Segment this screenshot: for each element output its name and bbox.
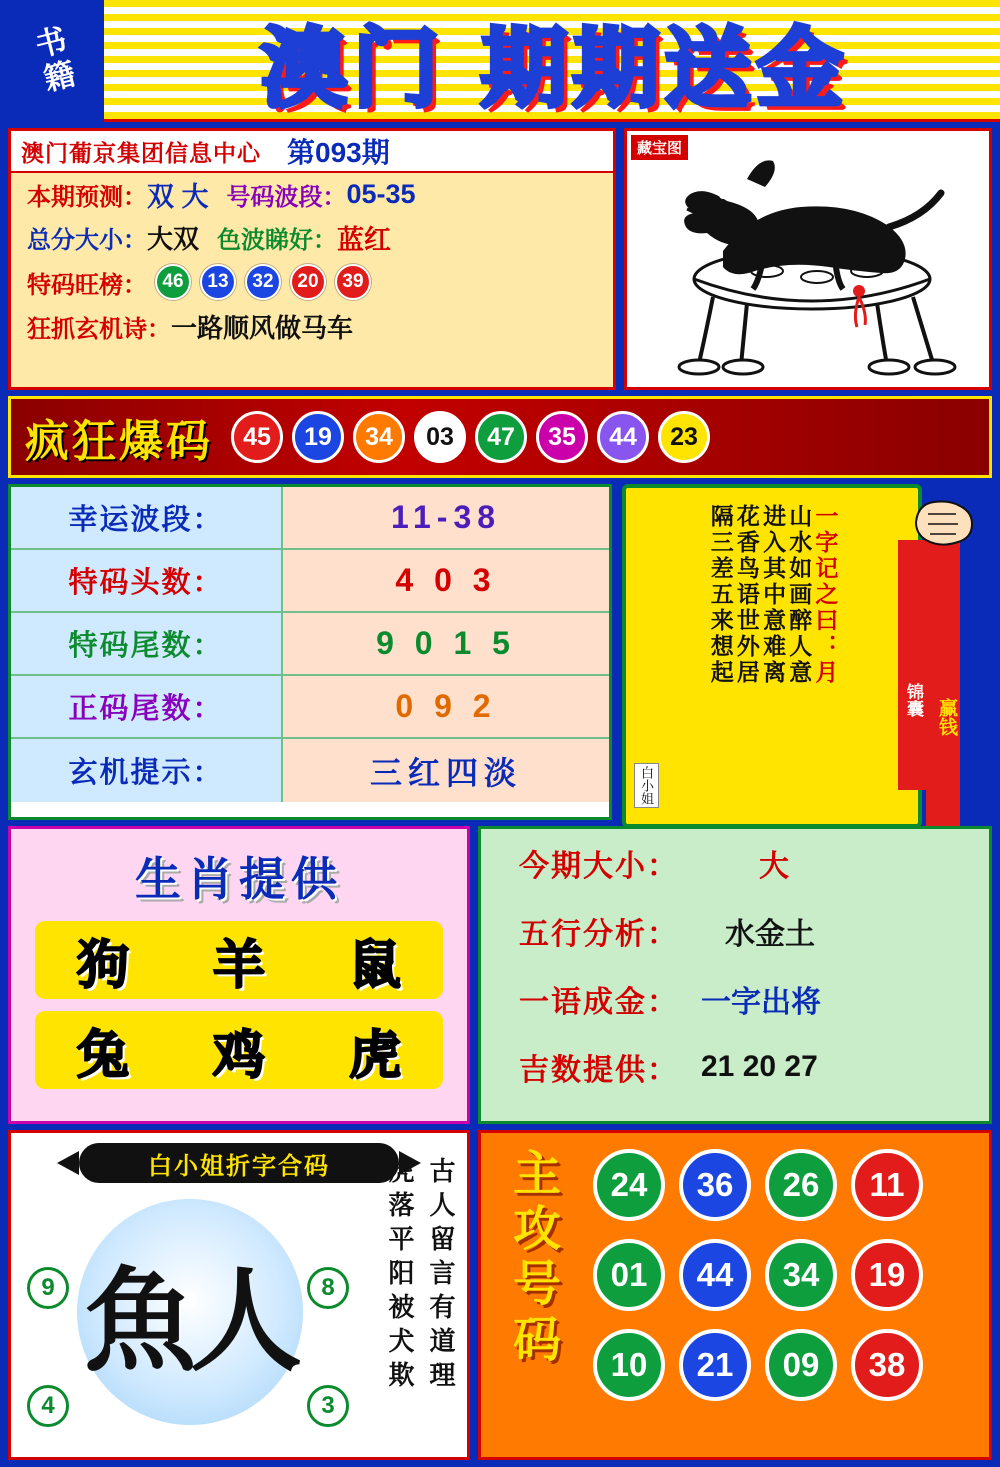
- corner-number-top-left: 9: [27, 1267, 69, 1309]
- poem-column: 虎落平阳被犬欺: [384, 1157, 414, 1395]
- corner-number-bottom-right: 3: [307, 1385, 349, 1427]
- main-ball: 10: [593, 1329, 665, 1401]
- corner-tag: [0, 0, 104, 122]
- poem-column: 隔三差五来想起: [706, 504, 733, 686]
- crazy-ball: 34: [353, 411, 405, 463]
- poem-column: 花香鸟语世外居: [732, 504, 759, 686]
- organization-label: 澳门葡京集团信息中心: [21, 139, 261, 166]
- hot-ball: 39: [335, 264, 371, 300]
- analysis-value: 水金土: [725, 918, 815, 951]
- page-title: 澳门 期期送金: [261, 19, 849, 119]
- main-title-char: 攻: [512, 1201, 561, 1258]
- hot-ball: 20: [290, 264, 326, 300]
- main-numbers-row: [593, 1329, 979, 1401]
- row-label: 玄机提示：: [11, 739, 283, 802]
- crazy-ball: 47: [475, 411, 527, 463]
- crazy-numbers-title: 疯狂爆码: [25, 417, 213, 466]
- row-value: 0 9 2: [283, 676, 609, 737]
- poem-column: 一字记之曰：月: [811, 504, 838, 686]
- main-numbers-panel: [478, 1130, 992, 1460]
- main-ball: 11: [851, 1149, 923, 1221]
- row2-value2: 蓝红: [337, 225, 392, 255]
- analysis-panel: [478, 826, 992, 1124]
- strip-jinnang: 锦囊: [898, 540, 926, 790]
- row1-value2: 05-35: [346, 179, 416, 209]
- treasure-image-panel: [624, 128, 992, 390]
- crazy-ball: 44: [597, 411, 649, 463]
- analysis-value: 大: [759, 850, 789, 883]
- main-numbers-title: [491, 1147, 583, 1368]
- main-numbers-row: [593, 1149, 979, 1221]
- author-stamp: 白小姐: [634, 763, 659, 808]
- zodiac-item: 兔: [76, 1025, 129, 1086]
- character-circle: [77, 1199, 303, 1425]
- hot-numbers-row: [11, 259, 613, 305]
- lucky-info-table: [8, 484, 612, 820]
- table-row: [11, 613, 609, 676]
- table-row: [11, 676, 609, 739]
- poem-column: 进入其中意难离: [759, 504, 786, 686]
- riddle-label: 狂抓玄机诗：: [27, 316, 171, 343]
- zodiac-row-2: [35, 1011, 443, 1089]
- main-ball: 24: [593, 1149, 665, 1221]
- main-ball: 26: [765, 1149, 837, 1221]
- table-row: [11, 739, 609, 802]
- prediction-row-2: [11, 216, 613, 259]
- main-ball: 36: [679, 1149, 751, 1221]
- analysis-label: 吉数提供：: [519, 1054, 679, 1087]
- zodiac-item: 羊: [212, 935, 265, 996]
- crazy-numbers-bar: [8, 396, 992, 478]
- main-ball: 38: [851, 1329, 923, 1401]
- issue-number: 第093期: [287, 137, 390, 168]
- row2-label2: 色波睇好：: [217, 227, 338, 254]
- strip-yingqian: 赢钱: [926, 516, 960, 828]
- main-title-char: 号: [512, 1256, 561, 1313]
- row-label: 特码头数：: [11, 550, 283, 611]
- analysis-row: [481, 1033, 989, 1101]
- row1-label2: 号码波段：: [226, 184, 347, 211]
- main-ball: 01: [593, 1239, 665, 1311]
- corner-number-bottom-left: 4: [27, 1385, 69, 1427]
- main-title-char: 主: [512, 1146, 561, 1202]
- row-label: 正码尾数：: [11, 676, 283, 737]
- row-value: 4 0 3: [283, 550, 609, 611]
- treasure-badge: 藏宝图: [631, 135, 688, 160]
- corner-tag-label: 书籍: [26, 22, 78, 100]
- riddle-value: 一路顺风做马车: [171, 313, 354, 343]
- character-glyph: 魚人: [84, 1256, 296, 1387]
- analysis-row: [481, 965, 989, 1033]
- crazy-ball: 35: [536, 411, 588, 463]
- poem-column: 山水如画醉人意: [785, 504, 812, 686]
- row-value: 三红四淡: [283, 739, 609, 802]
- prediction-header: [11, 131, 613, 173]
- prediction-panel: [8, 128, 616, 390]
- zodiac-panel: [8, 826, 470, 1124]
- hot-ball: 46: [155, 264, 191, 300]
- character-banner: [79, 1143, 399, 1183]
- row2-label1: 总分大小：: [27, 227, 147, 254]
- character-banner-label: 白小姐折字合码: [148, 1152, 330, 1180]
- dog-on-table-illustration: [627, 131, 989, 387]
- zodiac-title: 生肖提供: [135, 853, 343, 905]
- main-ball: 09: [765, 1329, 837, 1401]
- row-label: 幸运波段：: [11, 487, 283, 548]
- character-split-panel: [8, 1130, 470, 1460]
- zodiac-row-1: [35, 921, 443, 999]
- main-numbers-grid: [593, 1149, 979, 1401]
- zodiac-item: 狗: [76, 935, 129, 996]
- fist-icon: [908, 492, 978, 550]
- hot-numbers-label: 特码旺榜：: [27, 271, 147, 299]
- analysis-label: 五行分析：: [519, 918, 679, 951]
- analysis-row: [481, 829, 989, 897]
- analysis-value: 21 20 27: [701, 1050, 818, 1083]
- zodiac-item: 虎: [348, 1025, 401, 1086]
- analysis-value: 一字出将: [701, 986, 821, 1019]
- page-header: [0, 0, 1000, 122]
- row1-label1: 本期预测：: [27, 184, 147, 211]
- riddle-row: [11, 305, 613, 348]
- prediction-row-1: [11, 173, 613, 216]
- main-ball: 21: [679, 1329, 751, 1401]
- corner-number-top-right: 8: [307, 1267, 349, 1309]
- crazy-ball: 45: [231, 411, 283, 463]
- main-numbers-row: [593, 1239, 979, 1311]
- main-ball: 34: [765, 1239, 837, 1311]
- crazy-ball: 23: [658, 411, 710, 463]
- table-row: [11, 550, 609, 613]
- hot-ball: 32: [245, 264, 281, 300]
- zodiac-item: 鼠: [348, 935, 401, 996]
- row-value: 11-38: [283, 487, 609, 548]
- row-label: 特码尾数：: [11, 613, 283, 674]
- row2-value1: 大双: [147, 224, 200, 254]
- main-ball: 44: [679, 1239, 751, 1311]
- main-ball: 19: [851, 1239, 923, 1311]
- poem-scroll: [622, 484, 922, 828]
- analysis-label: 一语成金：: [519, 986, 679, 1019]
- analysis-label: 今期大小：: [519, 850, 679, 883]
- crazy-ball: 03: [414, 411, 466, 463]
- main-title-char: 码: [512, 1311, 561, 1368]
- poem-column: 古人留言有道理: [425, 1157, 455, 1395]
- analysis-row: [481, 897, 989, 965]
- row1-value1: 双 大: [147, 182, 209, 212]
- table-row: [11, 487, 609, 550]
- zodiac-item: 鸡: [212, 1025, 265, 1086]
- hot-ball: 13: [200, 264, 236, 300]
- crazy-ball: 19: [292, 411, 344, 463]
- character-poem: [381, 1157, 459, 1447]
- row-value: 9 0 1 5: [283, 613, 609, 674]
